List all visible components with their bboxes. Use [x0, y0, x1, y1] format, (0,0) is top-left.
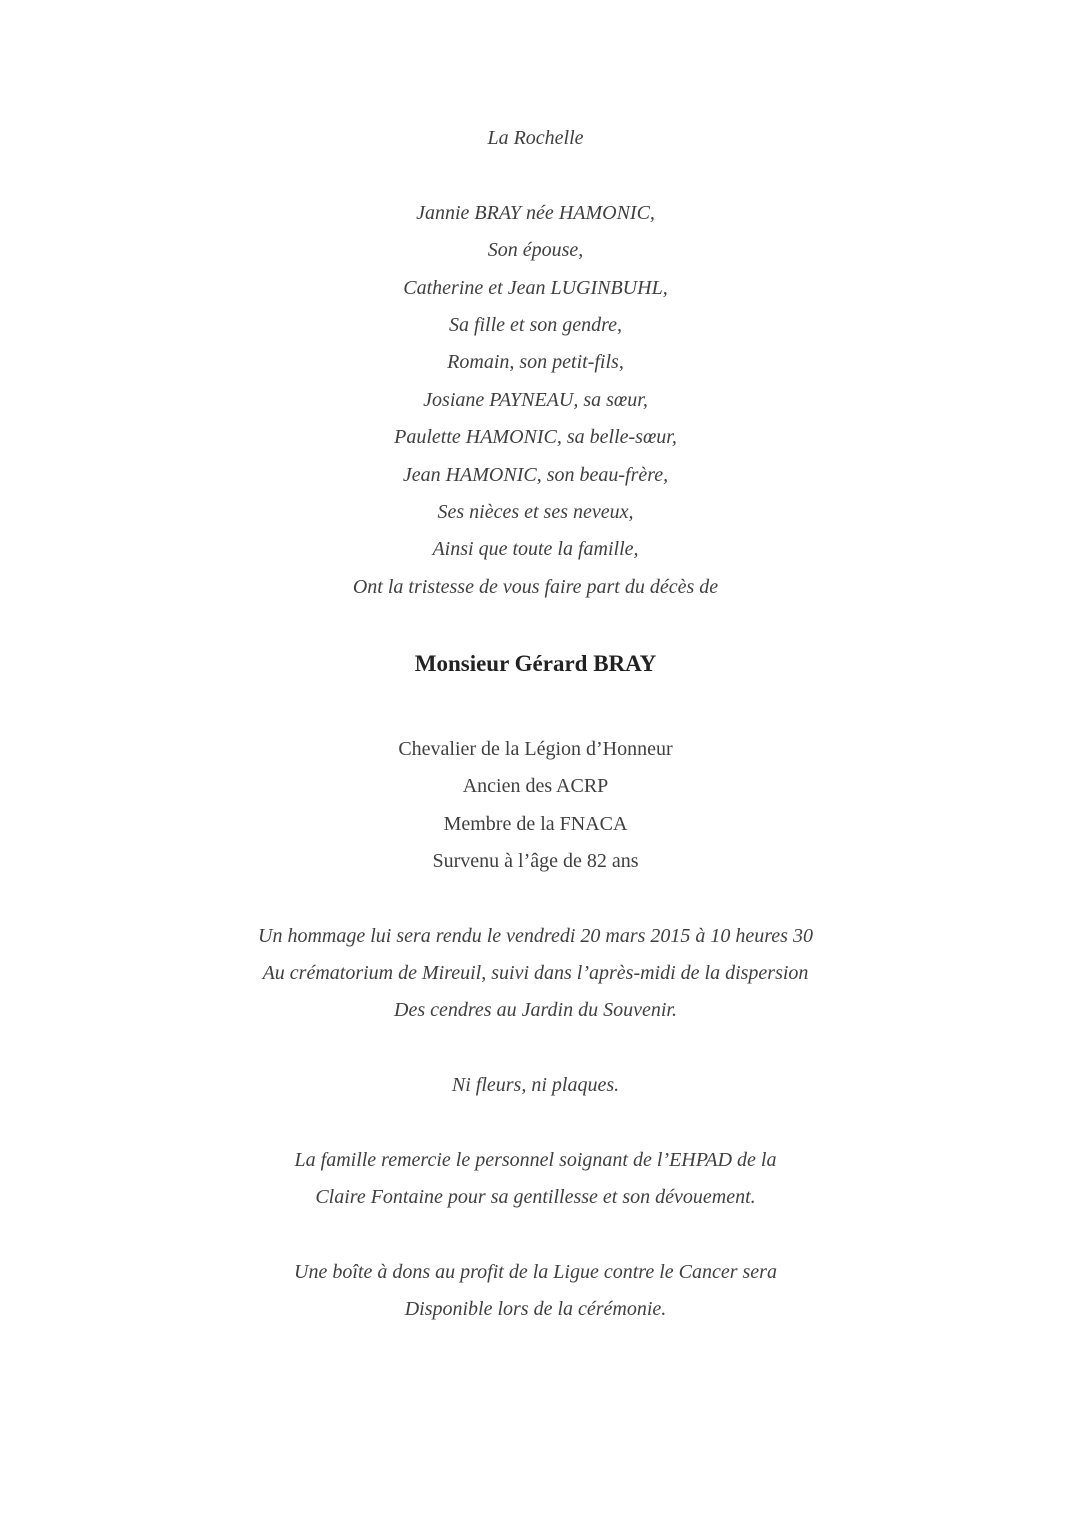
family-line: Paulette HAMONIC, sa belle-sœur,	[394, 426, 677, 448]
location: La Rochelle	[487, 127, 584, 149]
title-line: Chevalier de la Légion d’Honneur	[398, 738, 673, 760]
ceremony-line: Un hommage lui sera rendu le vendredi 20 mars 2015 à 10 heures 30	[258, 925, 813, 947]
announcement-line: Ont la tristesse de vous faire part du décès de	[352, 576, 719, 598]
deceased-name: Monsieur Gérard BRAY	[414, 651, 657, 676]
family-line: Romain, son petit-fils,	[447, 351, 624, 373]
family-line: Josiane PAYNEAU, sa sœur,	[423, 389, 648, 411]
flowers-note: Ni fleurs, ni plaques.	[451, 1074, 620, 1096]
family-line: Catherine et Jean LUGINBUHL,	[403, 277, 668, 299]
thanks-line: La famille remercie le personnel soignant de l’EHPAD de la	[294, 1149, 777, 1171]
family-line: Jean HAMONIC, son beau-frère,	[402, 464, 669, 486]
title-line: Ancien des ACRP	[462, 775, 609, 797]
family-line: Jannie BRAY née HAMONIC,	[416, 202, 655, 224]
donation-line: Disponible lors de la cérémonie.	[404, 1298, 667, 1320]
ceremony-line: Des cendres au Jardin du Souvenir.	[394, 999, 677, 1021]
ceremony-line: Au crématorium de Mireuil, suivi dans l’après-midi de la dispersion	[262, 962, 809, 984]
family-line: Sa fille et son gendre,	[448, 314, 623, 336]
family-line: Son épouse,	[487, 239, 584, 261]
age-line: Survenu à l’âge de 82 ans	[432, 850, 639, 872]
family-line: Ainsi que toute la famille,	[432, 538, 639, 560]
donation-line: Une boîte à dons au profit de la Ligue contre le Cancer sera	[294, 1261, 777, 1283]
title-line: Membre de la FNACA	[443, 813, 628, 835]
thanks-line: Claire Fontaine pour sa gentillesse et son dévouement.	[315, 1186, 756, 1208]
family-line: Ses nièces et ses neveux,	[437, 501, 634, 523]
